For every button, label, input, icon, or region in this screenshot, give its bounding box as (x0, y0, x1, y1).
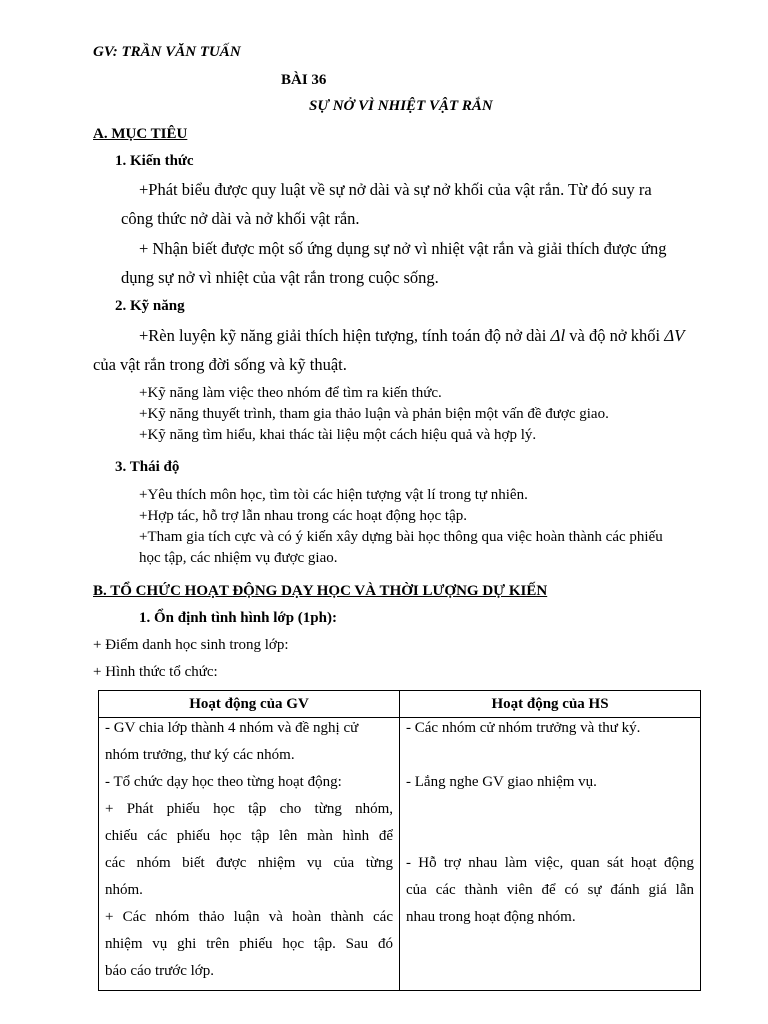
knowledge-p1-line1: +Phát biểu được quy luật về sự nở dài và sự nở khối của vật rắn. Từ đó suy ra (139, 180, 652, 199)
hs-activity-cell (400, 718, 701, 991)
hs-line: - Hỗ trợ nhau làm việc, quan sát hoạt động (406, 855, 694, 871)
gv-activity-cell (99, 718, 400, 991)
attitude-item: +Hợp tác, hỗ trợ lẫn nhau trong các hoạt động học tập. (139, 508, 467, 524)
skills-item: +Kỹ năng tìm hiểu, khai thác tài liệu một cách hiệu quả và hợp lý. (139, 427, 537, 443)
teacher-name: GV: TRẦN VĂN TUẤN (93, 44, 241, 60)
skills-item: +Kỹ năng làm việc theo nhóm để tìm ra kiến thức. (139, 385, 442, 401)
skills-p1-line1 (139, 326, 685, 346)
delta-v-symbol: ΔV (664, 326, 685, 345)
section-a-heading: A. MỤC TIÊU (93, 126, 188, 142)
lesson-number: BÀI 36 (281, 72, 327, 88)
lesson-title: SỰ NỞ VÌ NHIỆT VẬT RẮN (309, 98, 493, 114)
attitude-item: +Yêu thích môn học, tìm tòi các hiện tượng vật lí trong tự nhiên. (139, 487, 528, 503)
hs-line: - Các nhóm cử nhóm trưởng và thư ký. (406, 720, 641, 736)
gv-line: nhiệm vụ ghi trên phiếu học tập. Sau đó (105, 936, 393, 952)
hs-line: nhau trong hoạt động nhóm. (406, 909, 576, 925)
table-row (99, 718, 701, 991)
gv-line: chiếu các phiếu học tập lên màn hình để (105, 828, 393, 844)
skills-p1-line2: của vật rắn trong đời sống và kỹ thuật. (93, 355, 347, 374)
gv-line: - GV chia lớp thành 4 nhóm và đề nghị cử (105, 720, 359, 736)
attitude-heading: 3. Thái độ (115, 459, 180, 475)
skills-item: +Kỹ năng thuyết trình, tham gia thảo luận và phản biện một vấn đề được giao. (139, 406, 609, 422)
section-b-sub1: 1. Ổn định tình hình lớp (1ph): (139, 610, 337, 626)
gv-line: + Phát phiếu học tập cho từng nhóm, (105, 801, 393, 817)
activity-table (98, 690, 701, 991)
knowledge-p1-line2: công thức nở dài và nở khối vật rắn. (121, 209, 360, 228)
delta-l-symbol: Δl (550, 326, 566, 345)
hs-line: của các thành viên để có sự đánh giá lẫn (406, 882, 694, 898)
col-header-gv: Hoạt động của GV (99, 691, 400, 718)
attendance-line: + Điểm danh học sinh trong lớp: (93, 637, 289, 653)
knowledge-heading: 1. Kiến thức (115, 153, 194, 169)
skills-heading: 2. Kỹ năng (115, 298, 185, 314)
skills-p1-mid: và độ nở khối (565, 326, 665, 345)
gv-line: báo cáo trước lớp. (105, 963, 214, 979)
table-header-row (99, 691, 701, 718)
organization-line: + Hình thức tổ chức: (93, 664, 218, 680)
gv-line: nhóm trưởng, thư ký các nhóm. (105, 747, 295, 763)
col-header-hs: Hoạt động của HS (400, 691, 701, 718)
section-b-heading: B. TỔ CHỨC HOẠT ĐỘNG DẠY HỌC VÀ THỜI LƯỢNG DỰ KIẾN (93, 583, 548, 599)
gv-line: các nhóm biết được nhiệm vụ của từng (105, 855, 393, 871)
hs-line: - Lắng nghe GV giao nhiệm vụ. (406, 774, 597, 790)
gv-line: + Các nhóm thảo luận và hoàn thành các (105, 909, 393, 925)
attitude-item: +Tham gia tích cực và có ý kiến xây dựng bài học thông qua việc hoàn thành các phiếu (139, 529, 663, 545)
skills-p1-pre: +Rèn luyện kỹ năng giải thích hiện tượng, tính toán độ nở dài (139, 326, 551, 345)
gv-line: nhóm. (105, 882, 143, 898)
knowledge-p2-line1: + Nhận biết được một số ứng dụng sự nở vì nhiệt vật rắn và giải thích được ứng (139, 239, 667, 258)
knowledge-p2-line2: dụng sự nở vì nhiệt của vật rắn trong cuộc sống. (121, 268, 439, 287)
gv-line: - Tổ chức dạy học theo từng hoạt động: (105, 774, 342, 790)
attitude-item: học tập, các nhiệm vụ được giao. (139, 550, 338, 566)
